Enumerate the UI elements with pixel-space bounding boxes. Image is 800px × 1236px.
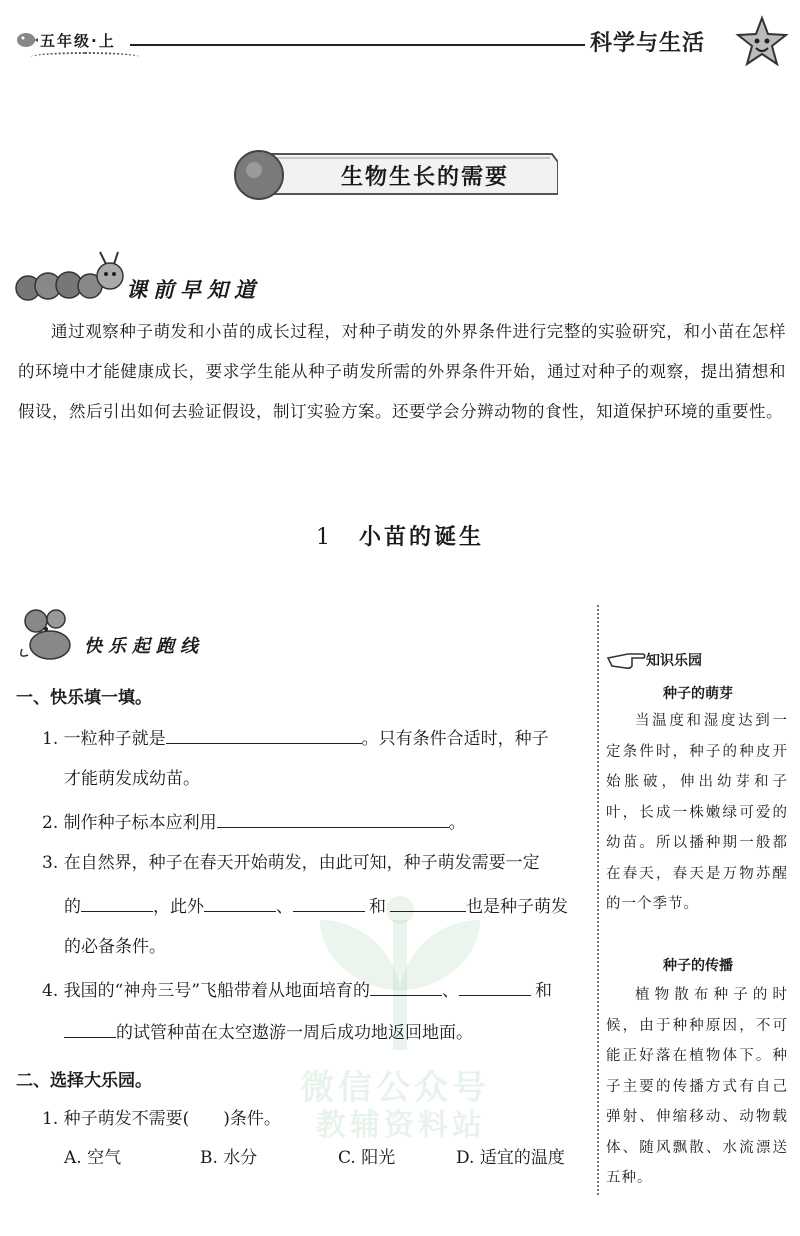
question-4-line-2 <box>64 1019 473 1045</box>
header-decoration <box>30 52 140 62</box>
q3-text-e: 和 <box>369 897 386 917</box>
choice-question-1 <box>42 1107 281 1131</box>
q4-text-b: 、 <box>442 981 460 1001</box>
option-b[interactable]: B. 水分 <box>200 1148 258 1168</box>
q1-continuation: 才能萌发成幼苗。 <box>64 769 200 789</box>
question-3-line-3: 的必备条件。 <box>64 937 166 957</box>
grade-label: 五年级·上 <box>40 32 116 50</box>
question-2 <box>42 809 466 835</box>
caterpillar-icon <box>14 248 124 310</box>
q1-text-a: 1. 一粒种子就是 <box>42 729 166 749</box>
sidebar-section-1-text: 当温度和湿度达到一定条件时，种子的种皮开始胀破，伸出幼芽和子叶，长成一株嫩绿可爱的幼苗。所以播种期一般都在春天，春天是万物苏醒的一个季节。 <box>606 713 788 912</box>
sidebar-section-2-title: 种子的传播 <box>663 958 733 974</box>
sidebar-label: 知识乐园 <box>646 653 702 669</box>
q3-blank-2[interactable] <box>204 893 276 912</box>
q3-blank-3[interactable] <box>293 893 365 912</box>
pointing-hand-icon <box>606 646 646 670</box>
lesson-title <box>0 520 800 551</box>
part1-heading: 一、快乐填一填。 <box>16 688 152 708</box>
sidebar-section-2-text: 植物散布种子的时候，由于种种原因，不可能正好落在植物体下。种子主要的传播方式有自己弹射、伸缩移动、动物载体、随风飘散、水流漂送五种。 <box>606 987 788 1186</box>
sidebar-section-1-title: 种子的萌芽 <box>663 686 733 702</box>
lesson-name: 小苗的诞生 <box>358 524 484 550</box>
q4-text-a: 4. 我国的“神舟三号”飞船带着从地面培育的 <box>42 981 371 1001</box>
header-rule <box>130 44 585 46</box>
star-mascot-icon <box>734 14 790 70</box>
choice-q1-text-b: )条件。 <box>223 1109 281 1129</box>
q3-blank-4[interactable] <box>390 893 466 912</box>
question-3-line-2 <box>64 893 568 919</box>
mouse-icon <box>16 605 86 665</box>
option-a[interactable]: A. 空气 <box>64 1148 122 1168</box>
question-1 <box>42 725 549 751</box>
part2-heading: 二、选择大乐园。 <box>16 1071 152 1091</box>
q2-text-b: 。 <box>448 813 466 833</box>
q4-blank-3[interactable] <box>64 1019 116 1038</box>
question-4 <box>42 977 552 1003</box>
series-title: 科学与生活 <box>590 31 706 56</box>
choice-q1-text-a: 1. 种子萌发不需要( <box>42 1109 190 1129</box>
q3-blank-1[interactable] <box>81 893 153 912</box>
q2-blank[interactable] <box>217 809 449 828</box>
q4-blank-1[interactable] <box>370 977 442 996</box>
option-d[interactable]: D. 适宜的温度 <box>456 1148 565 1168</box>
option-c[interactable]: C. 阳光 <box>338 1148 396 1168</box>
q3-text-f: 也是种子萌发 <box>466 897 568 917</box>
column-divider <box>597 605 599 1195</box>
q3-text-d: 、 <box>276 897 293 917</box>
q4-text-d: 的试管种苗在太空遨游一周后成功地返回地面。 <box>116 1023 473 1043</box>
question-3: 3. 在自然界，种子在春天开始萌发，由此可知，种子萌发需要一定 <box>42 853 540 873</box>
q1-text-b: 。只有条件合适时，种子 <box>361 729 549 749</box>
exercise-label: 快乐起跑线 <box>84 636 204 657</box>
preview-label: 课前早知道 <box>126 277 261 302</box>
q3-text-b: 的 <box>64 897 81 917</box>
q2-text-a: 2. 制作种子标本应利用 <box>42 813 217 833</box>
q4-text-c: 和 <box>535 981 553 1001</box>
q4-blank-2[interactable] <box>459 977 531 996</box>
watermark-line-2: 教辅资料站 <box>316 1108 486 1143</box>
q3-text-c: ，此外 <box>153 897 204 917</box>
lesson-number: 1 <box>315 525 333 550</box>
chick-icon <box>14 28 38 50</box>
chapter-title: 生物生长的需要 <box>340 165 509 190</box>
preview-text: 通过观察种子萌发和小苗的成长过程，对种子萌发的外界条件进行完整的实验研究，和小苗在怎样的环境中才能健康成长，要求学生能从种子萌发所需的外界条件开始，通过对种子的观察，提出猜想和假设，然后引出如何去验证假设，制订实验方案。还要学会分辨动物的食性，知道保护环境的重要性。 <box>18 322 786 421</box>
q1-blank[interactable] <box>166 725 362 744</box>
watermark-line-1: 微信公众号 <box>300 1068 490 1108</box>
